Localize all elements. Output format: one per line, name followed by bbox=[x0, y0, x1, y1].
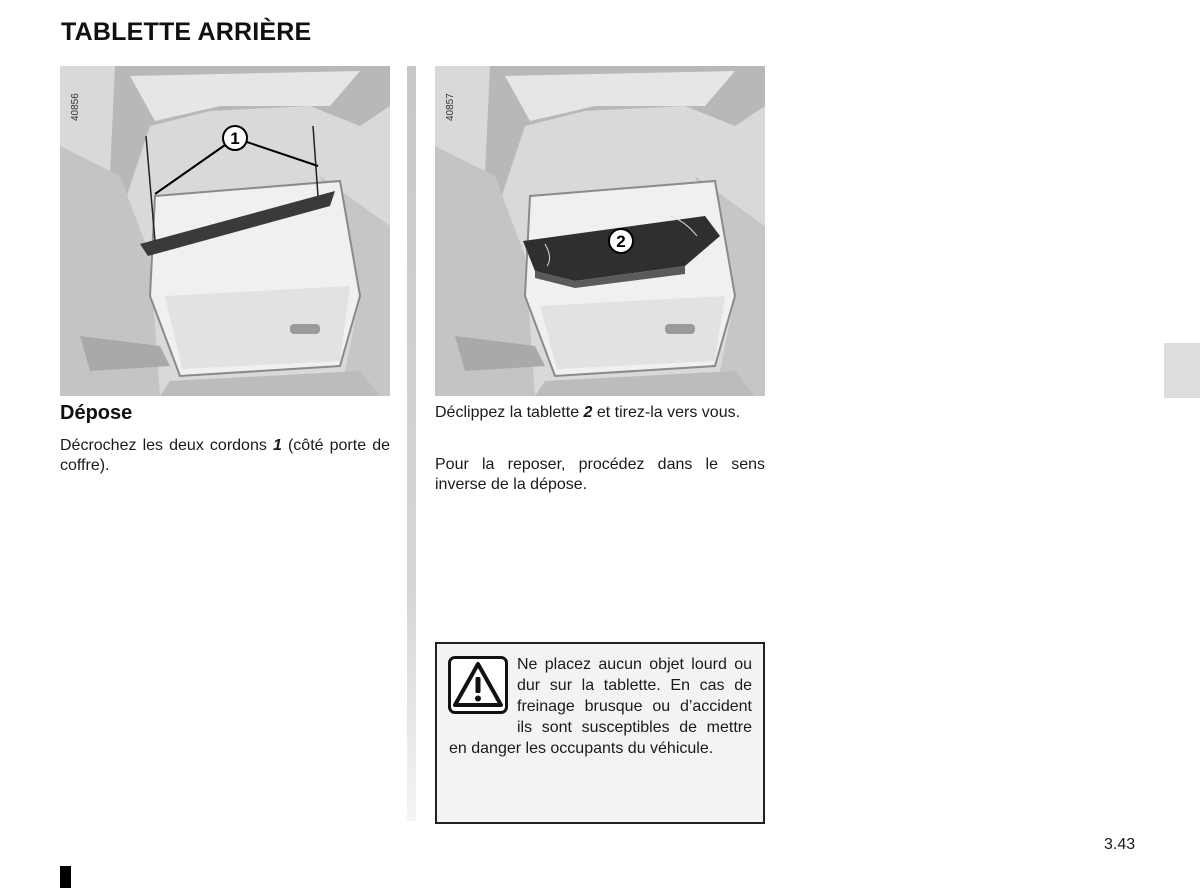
figure-reference: 40857 bbox=[445, 93, 456, 121]
warning-message: Ne placez aucun objet lourd ou dur sur la tablette. En cas de freinage brusque ou d’accident ils sont susceptibles de mettre en danger les occupants du véhicule. bbox=[449, 656, 752, 757]
paragraph-text: (côté porte de coffre). bbox=[60, 437, 390, 474]
figure-trunk-shelf bbox=[435, 66, 765, 396]
page-title: TABLETTE ARRIÈRE bbox=[61, 18, 312, 46]
callout-1-label: 1 bbox=[230, 129, 240, 148]
paragraph-unhook-cords bbox=[60, 436, 390, 476]
figure-trunk-cords bbox=[60, 66, 390, 396]
paragraph-text: et tirez-la vers vous. bbox=[592, 404, 741, 421]
reference-number: 1 bbox=[272, 437, 282, 454]
warning-box bbox=[435, 642, 765, 824]
warning-text bbox=[449, 654, 752, 759]
paragraph-unclip-shelf bbox=[435, 403, 765, 423]
figure-reference: 40856 bbox=[70, 93, 81, 121]
trunk-illustration-1 bbox=[60, 66, 390, 396]
trunk-illustration-2 bbox=[435, 66, 765, 396]
page-number: 3.43 bbox=[1104, 836, 1136, 853]
section-heading-depose: Dépose bbox=[60, 402, 133, 424]
paragraph-reinstall: Pour la reposer, procédez dans le sens inverse de la dépose. bbox=[435, 456, 765, 493]
callout-2-label: 2 bbox=[616, 232, 626, 251]
paragraph-text: Décrochez les deux cordons bbox=[60, 437, 273, 454]
section-tab bbox=[1164, 343, 1200, 398]
corner-mark bbox=[60, 866, 71, 888]
reference-number: 2 bbox=[583, 404, 593, 421]
column-divider bbox=[407, 66, 416, 821]
paragraph-text: Déclippez la tablette bbox=[435, 404, 584, 421]
